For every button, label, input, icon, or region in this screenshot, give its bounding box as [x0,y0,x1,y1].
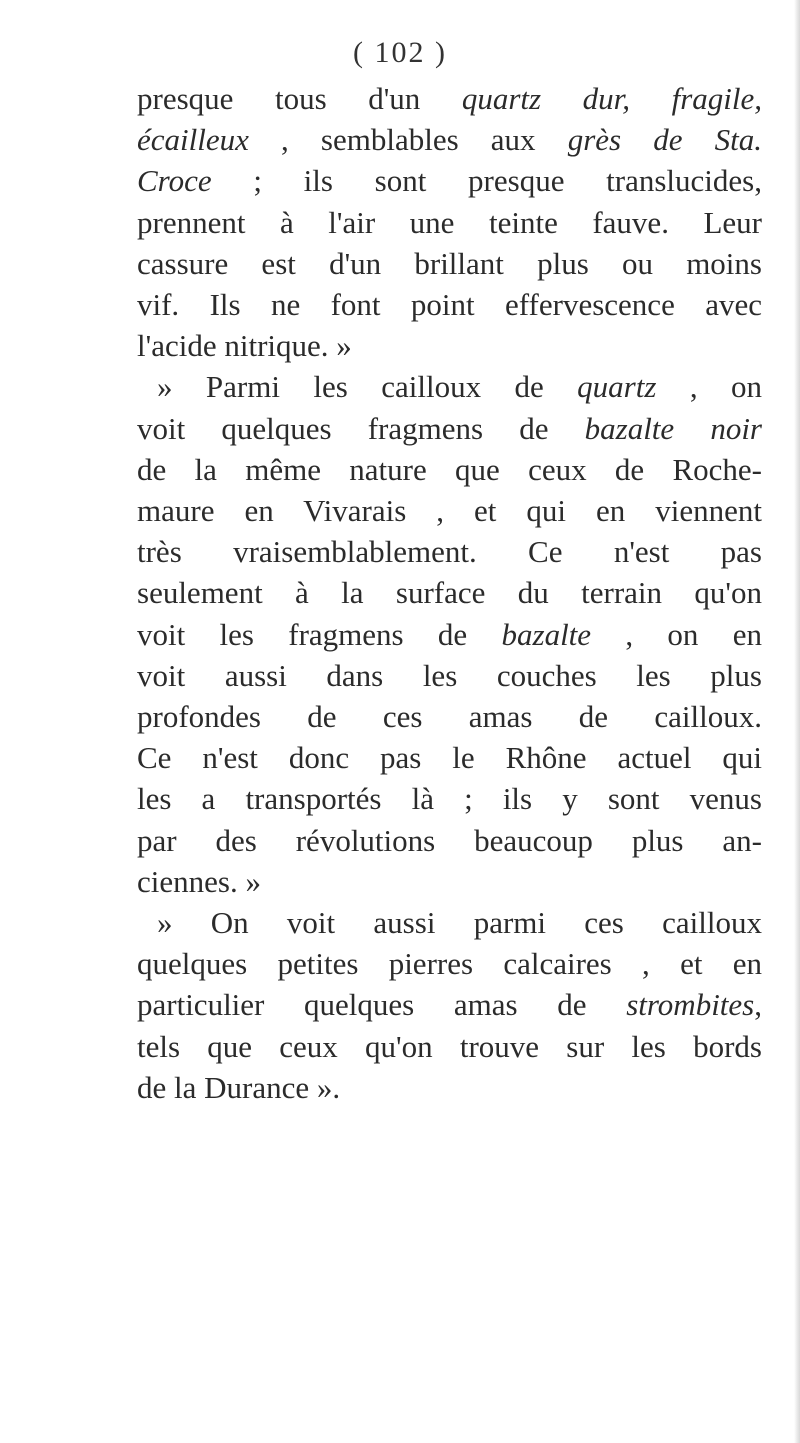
text-line [137,490,762,531]
text-line [137,78,762,119]
text-line [137,531,762,572]
text-line [137,449,762,490]
text-line [137,778,762,819]
italic-term: bazalte noir [584,410,762,446]
text-run: de la même nature que ceux de Roche- [137,451,762,487]
text-run: Ce n'est donc pas le Rhône actuel qui [137,740,762,776]
italic-term: quartz dur, fragile, [461,81,763,116]
text-line [137,696,762,737]
text-line [137,1067,762,1108]
italic-term: écailleux [137,122,249,158]
text-run: seulement à la surface du terrain qu'on [137,575,762,611]
text-line [137,655,762,696]
text-line [137,943,762,984]
text-run: ; ils sont presque translucides, [211,163,762,199]
text-run: , semblables aux [248,122,568,158]
text-line [137,861,762,902]
text-run: profondes de ces amas de cailloux. [137,699,762,735]
text-run: de la Durance ». [137,1069,341,1105]
text-line [137,408,762,449]
text-line [137,1026,762,1067]
text-run: voit aussi dans les couches les plus [137,657,762,693]
text-line [137,284,762,325]
text-run: , [754,987,762,1023]
text-run: , on en [591,616,762,652]
text-line [137,243,762,284]
text-line [137,160,762,201]
italic-term: Croce [137,163,212,199]
text-run: prennent à l'air une teinte fauve. Leur [137,204,762,240]
italic-term: grès de Sta. [567,122,762,158]
italic-term: quartz [577,369,657,405]
text-run: voit quelques fragmens de [137,410,585,446]
text-line [137,984,762,1025]
text-run: voit les fragmens de [137,616,502,652]
text-run: l'acide nitrique. » [137,328,352,364]
text-line [137,902,762,943]
text-run: cassure est d'un brillant plus ou moins [137,245,762,281]
text-run: presque tous d'un [137,81,462,116]
text-run: , on [656,369,762,405]
text-line [137,572,762,613]
text-run: vif. Ils ne font point effervescence avec [137,287,762,323]
text-run: maure en Vivarais , et qui en viennent [137,493,762,529]
text-run: tels que ceux qu'on trouve sur les bords [137,1028,762,1064]
italic-term: strombites [626,987,755,1023]
italic-term: bazalte [501,616,592,652]
text-run: par des révolutions beaucoup plus an- [137,822,762,858]
text-line [137,737,762,778]
text-run: les a transportés là ; ils y sont venus [137,781,762,817]
text-run: quelques petites pierres calcaires , et en [137,946,762,982]
text-line [137,366,762,407]
text-run: » Parmi les cailloux de [157,369,578,405]
text-run: » On voit aussi parmi ces cailloux [157,905,762,941]
page-edge-shadow [794,0,800,1443]
page-number: ( 102 ) [353,36,447,69]
text-line [137,325,762,366]
text-line [137,820,762,861]
body-text [137,78,762,1108]
text-run: très vraisemblablement. Ce n'est pas [137,534,762,570]
text-line [137,202,762,243]
text-run: ciennes. » [137,863,261,899]
text-line [137,119,762,160]
text-run: particulier quelques amas de [137,987,627,1023]
text-line [137,614,762,655]
